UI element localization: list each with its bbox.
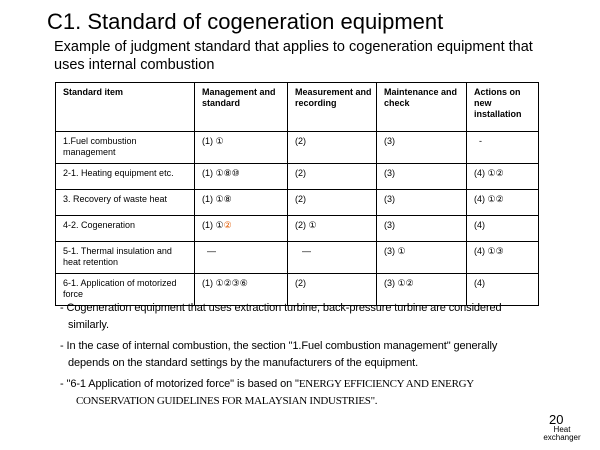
row-action: (4) [467, 274, 539, 306]
table-header-row [56, 83, 539, 132]
row-item: 4-2. Cogeneration [56, 216, 195, 242]
row-management: (1) ①⑧ [195, 190, 288, 216]
row-measurement: (2) [288, 274, 377, 306]
highlighted-code: ② [223, 220, 232, 230]
row-management: (1) ①⑧⑩ [195, 164, 288, 190]
row-action: (4) [467, 216, 539, 242]
row-maintenance: (3) ①② [377, 274, 467, 306]
row-item: 1.Fuel combustion management [56, 132, 195, 164]
row-maintenance: (3) ① [377, 242, 467, 274]
header-management: Management and standard [195, 83, 288, 132]
row-action: (4) ①② [467, 164, 539, 190]
row-item: 6-1. Application of motorized force [56, 274, 195, 306]
row-item: 5-1. Thermal insulation and heat retention [56, 242, 195, 274]
row-item: 3. Recovery of waste heat [56, 190, 195, 216]
note-text: - In the case of internal combustion, the section "1.Fuel combustion management" generally [60, 340, 498, 352]
row-maintenance: (3) [377, 190, 467, 216]
row-management: — [195, 242, 288, 274]
row-action: - [467, 132, 539, 164]
page-subtitle: Example of judgment standard that applies to cogeneration equipment that uses internal combustion [54, 39, 533, 73]
row-measurement: (2) ① [288, 216, 377, 242]
guideline-title: ENERGY EFFICIENCY AND ENERGY [298, 378, 474, 390]
notes-list [60, 300, 560, 414]
note-text: - "6-1 Application of motorized force" is based on " [60, 378, 299, 390]
row-management: (1) ① [195, 132, 288, 164]
table-row [56, 132, 539, 164]
note-item [60, 300, 560, 334]
note-item [60, 338, 560, 372]
row-maintenance: (3) [377, 164, 467, 190]
header-maintenance: Maintenance and check [377, 83, 467, 132]
header-standard-item: Standard item [56, 83, 195, 132]
page-title: C1. Standard of cogeneration equipment [47, 9, 444, 34]
row-measurement: (2) [288, 164, 377, 190]
table-row [56, 190, 539, 216]
row-item: 2-1. Heating equipment etc. [56, 164, 195, 190]
table-row [56, 242, 539, 274]
row-measurement: (2) [288, 190, 377, 216]
row-measurement: — [288, 242, 377, 274]
row-measurement: (2) [288, 132, 377, 164]
note-continuation: CONSERVATION GUIDELINES FOR MALAYSIAN INDUSTRIES". [76, 395, 378, 407]
header-actions: Actions on new installation [467, 83, 539, 132]
row-maintenance: (3) [377, 216, 467, 242]
row-action: (4) ①③ [467, 242, 539, 274]
row-management: (1) ①②③⑥ [195, 274, 288, 306]
note-continuation: depends on the standard settings by the manufacturers of the equipment. [68, 357, 419, 369]
management-code: (1) ① [202, 220, 224, 230]
row-maintenance: (3) [377, 132, 467, 164]
page-label: Heat exchanger [543, 425, 581, 442]
table-row [56, 164, 539, 190]
note-text: - Cogeneration equipment that uses extraction turbine, back-pressure turbine are considered [60, 302, 502, 314]
note-item [60, 376, 560, 410]
row-action: (4) ①② [467, 190, 539, 216]
row-management [195, 216, 288, 242]
page-number: 20 [549, 412, 564, 427]
table-row [56, 216, 539, 242]
header-measurement: Measurement and recording [288, 83, 377, 132]
note-continuation: similarly. [68, 319, 109, 331]
judgment-standard-table [55, 82, 539, 306]
